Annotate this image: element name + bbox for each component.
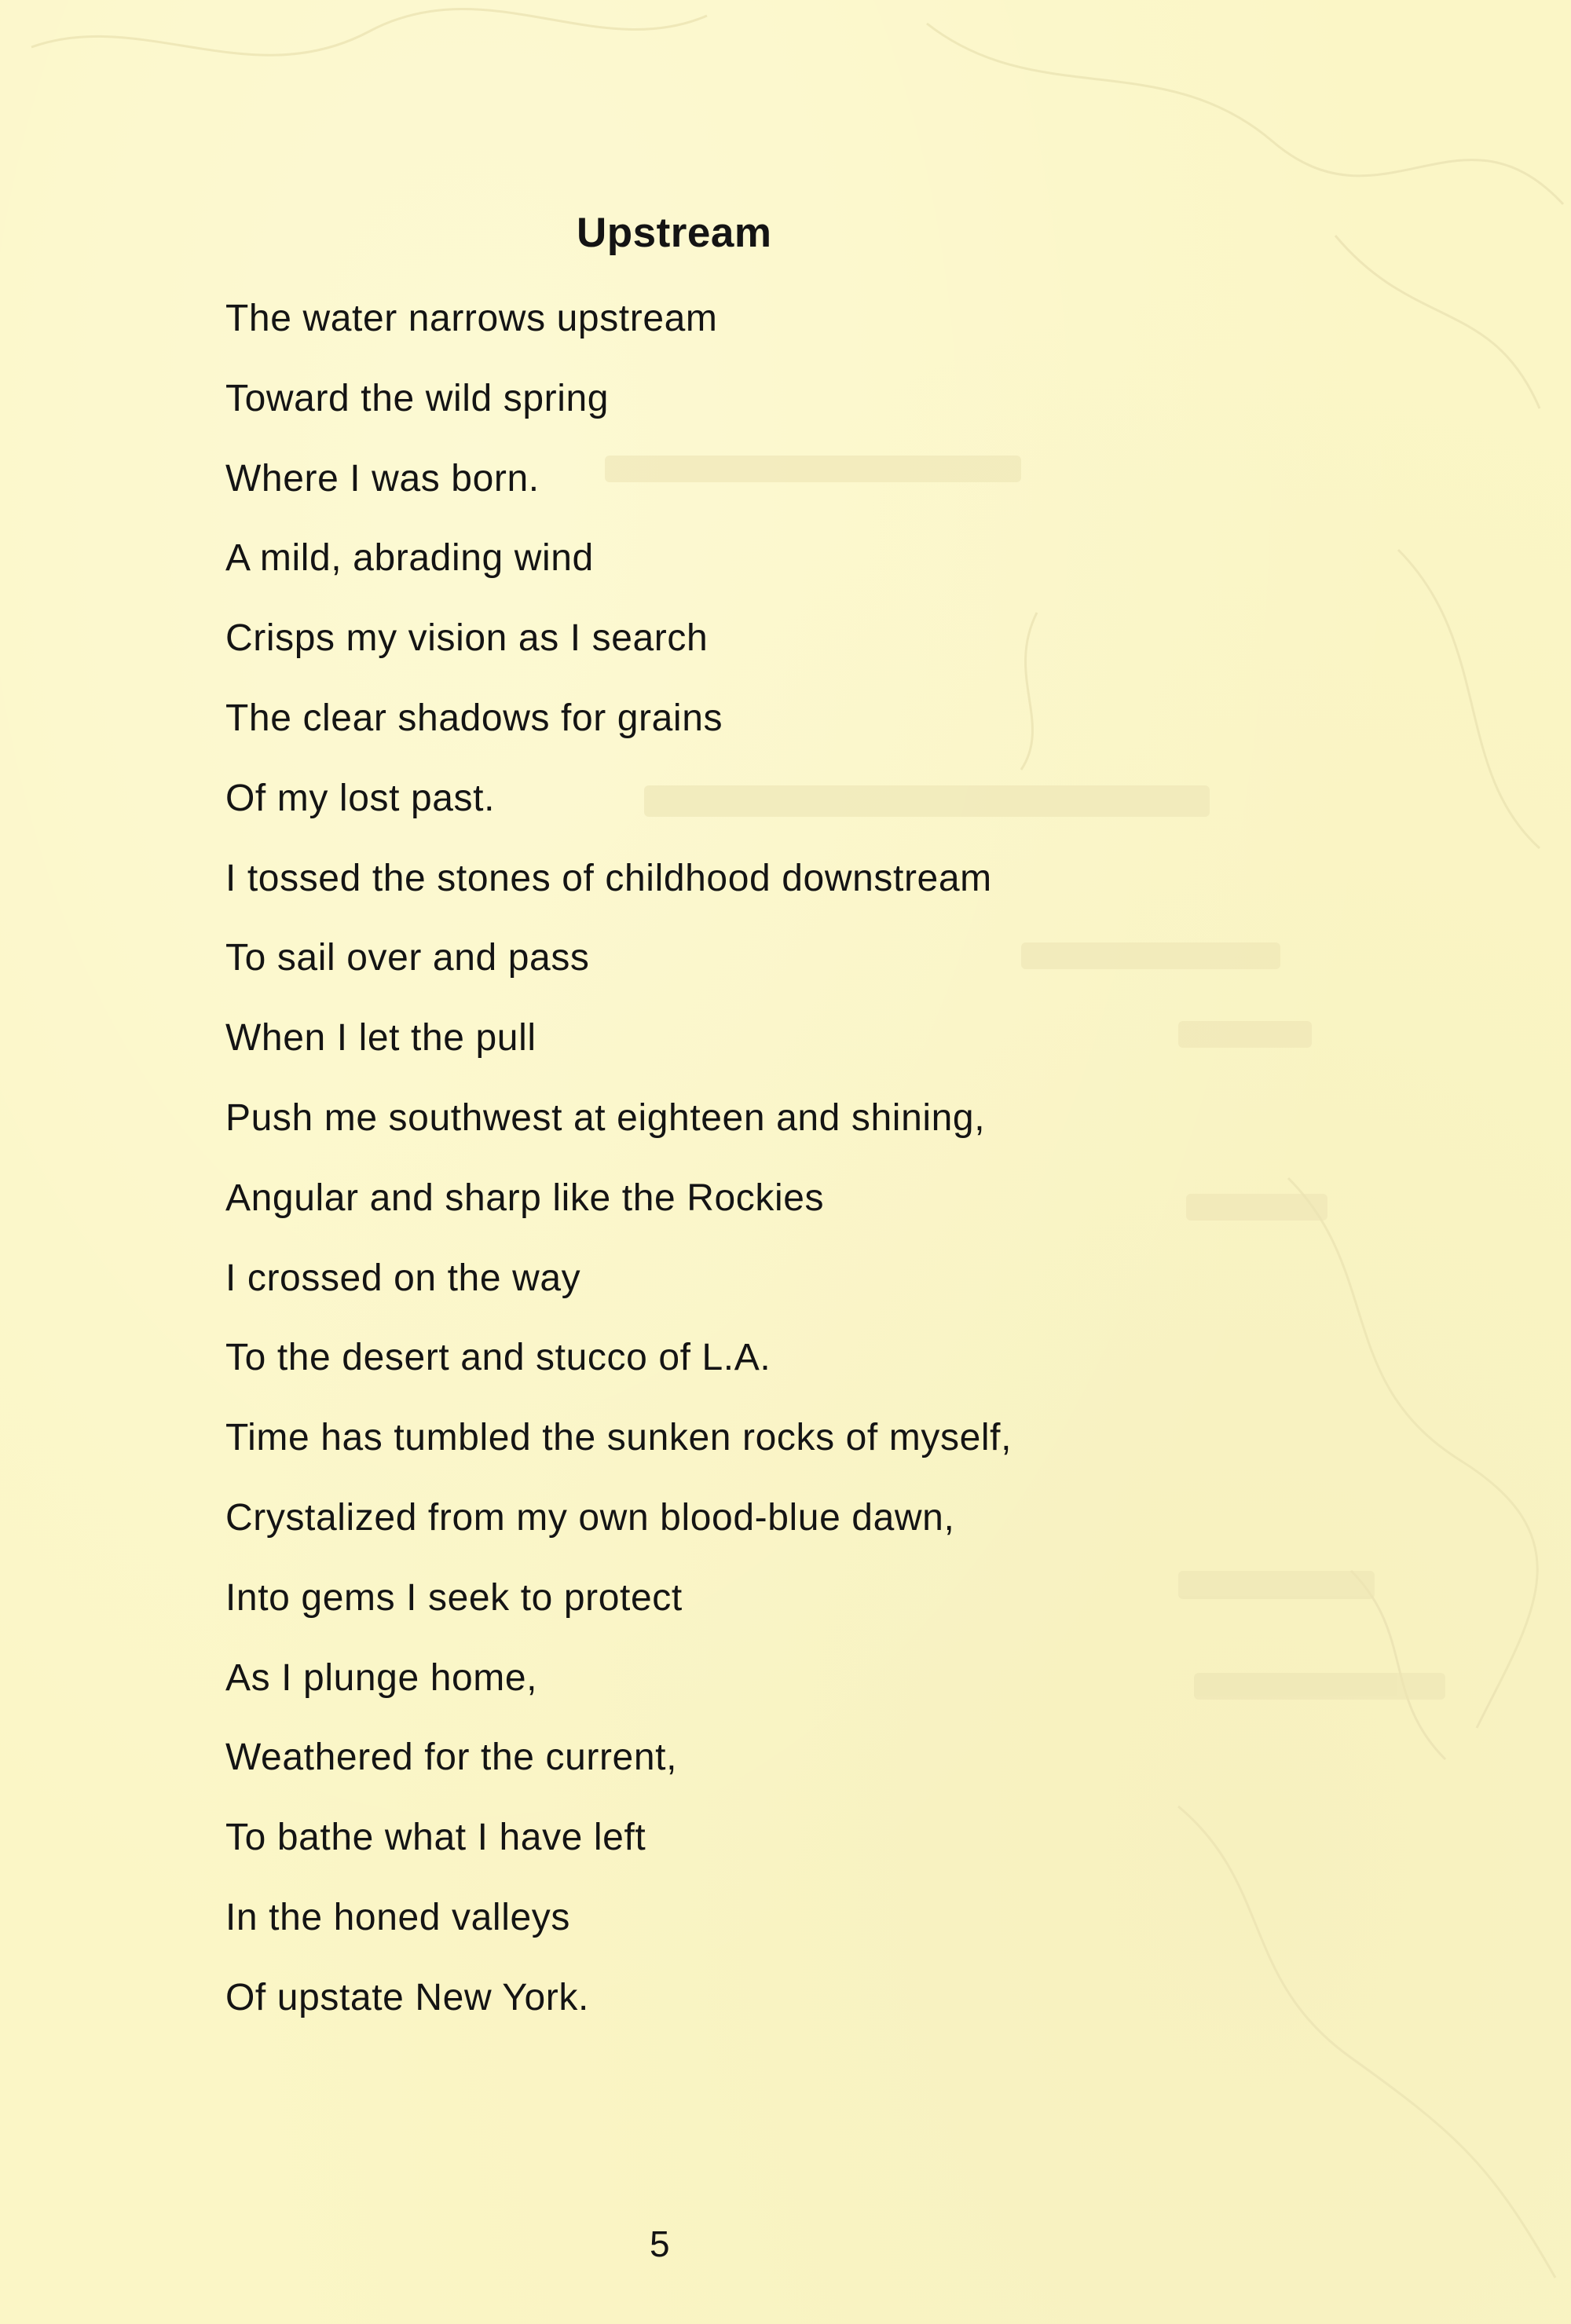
- poem-line: Into gems I seek to protect: [225, 1576, 683, 1619]
- poem-line: When I let the pull: [225, 1017, 536, 1060]
- poem-line: Crystalized from my own blood-blue dawn,: [225, 1496, 955, 1539]
- poem-line: To sail over and pass: [225, 937, 590, 979]
- poem-line: The clear shadows for grains: [225, 697, 723, 739]
- poem-line: The water narrows upstream: [225, 298, 718, 339]
- poem-line: Where I was born.: [225, 457, 540, 500]
- poem-line: I crossed on the way: [225, 1257, 581, 1299]
- poem-line: Time has tumbled the sunken rocks of myself,: [225, 1417, 1013, 1459]
- poem-line: Push me southwest at eighteen and shining,: [225, 1096, 986, 1139]
- poem-line: To bathe what I have left: [225, 1817, 646, 1859]
- poem-line: I tossed the stones of childhood downstream: [225, 857, 992, 899]
- page-number: 5: [650, 2223, 670, 2264]
- poem-line: As I plunge home,: [225, 1656, 538, 1699]
- poem-line: Of my lost past.: [225, 777, 496, 819]
- poem-line: Toward the wild spring: [225, 377, 610, 419]
- poem-body: [225, 289, 1012, 2048]
- poem-line: Angular and sharp like the Rockies: [225, 1177, 825, 1219]
- poem-line: In the honed valleys: [225, 1896, 570, 1938]
- poem-line: A mild, abrading wind: [225, 537, 594, 580]
- poem-line: Of upstate New York.: [225, 1976, 589, 2018]
- poem-line: To the desert and stucco of L.A.: [225, 1337, 771, 1379]
- poem-line: Weathered for the current,: [225, 1737, 678, 1779]
- poem-title: Upstream: [577, 210, 772, 256]
- poem-line: Crisps my vision as I search: [225, 617, 709, 660]
